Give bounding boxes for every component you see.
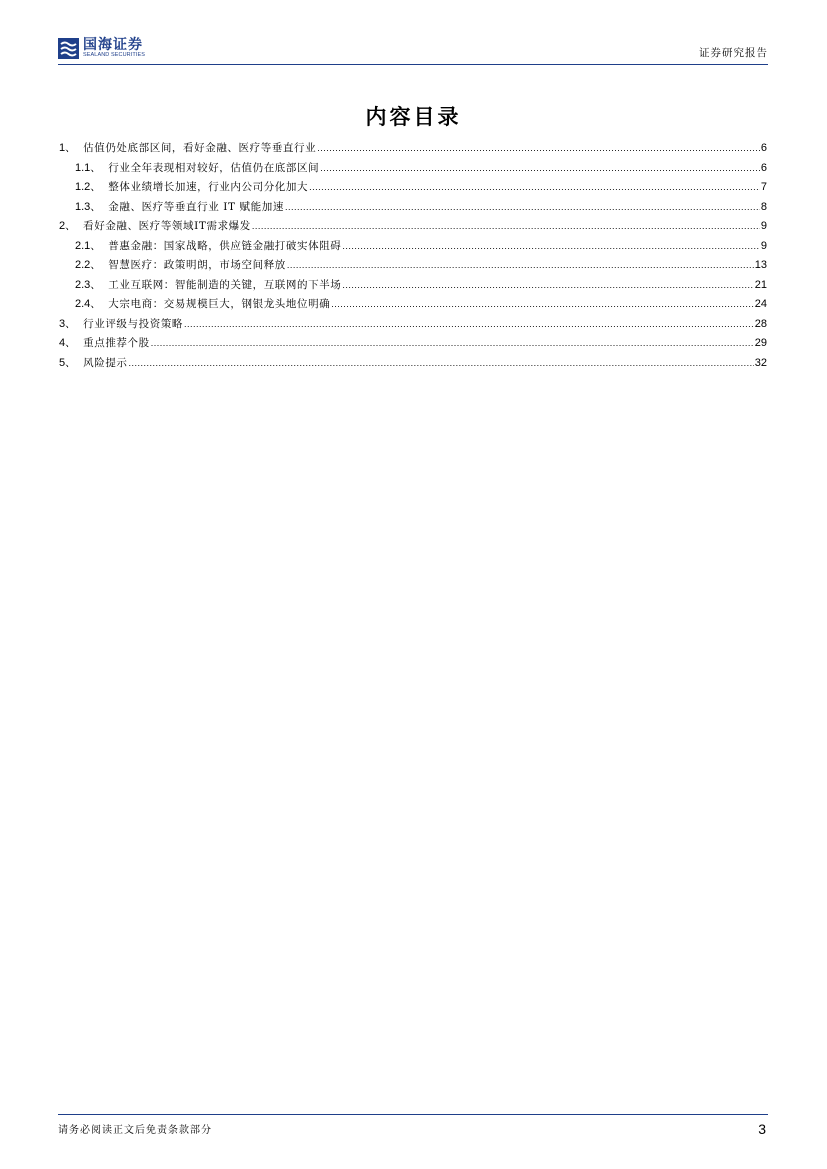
toc-entry[interactable] (59, 160, 767, 180)
toc-entry[interactable] (59, 355, 767, 375)
toc-entry-page: 32 (754, 356, 767, 369)
toc-entry[interactable] (59, 296, 767, 316)
toc-dot-leader (317, 143, 760, 153)
toc-dot-leader (342, 280, 753, 290)
toc-entry-separator: 、 (65, 317, 76, 330)
toc-entry-number: 1 (59, 142, 66, 154)
toc-dot-leader (320, 163, 760, 173)
toc-entry-separator: 、 (90, 161, 101, 174)
toc-entry-number: 2 (59, 220, 66, 232)
toc-entry-page: 6 (760, 161, 767, 174)
toc-entry-number: 2.3 (75, 278, 91, 291)
toc-entry[interactable] (59, 277, 767, 297)
company-name-cn: 国海证券 (83, 37, 143, 54)
toc-entry-page: 7 (760, 181, 767, 193)
toc-entry-page: 13 (754, 259, 767, 271)
toc-entry-separator: 、 (65, 220, 76, 232)
toc-entry-title: 风险提示 (83, 356, 128, 369)
toc-entry-separator: 、 (65, 356, 76, 369)
toc-entry-separator: 、 (90, 239, 101, 252)
toc-entry-title: 工业互联网：智能制造的关键，互联网的下半场 (108, 278, 342, 291)
company-name-en: SEALAND SECURITIES (83, 52, 146, 59)
toc-dot-leader (129, 358, 754, 368)
toc-entry[interactable] (59, 335, 767, 355)
toc-title: 内容目录 (365, 105, 462, 129)
table-of-contents (59, 140, 767, 374)
toc-entry-number: 2.1 (75, 239, 91, 252)
toc-entry-title: 金融、医疗等垂直行业 IT 赋能加速 (108, 200, 284, 213)
toc-entry-page: 6 (760, 142, 767, 154)
toc-entry[interactable] (59, 316, 767, 336)
toc-entry-separator: 、 (90, 200, 101, 213)
toc-dot-leader (151, 338, 754, 348)
toc-entry[interactable] (59, 218, 767, 238)
toc-dot-leader (285, 202, 760, 212)
toc-entry-number: 2.2 (75, 259, 91, 271)
toc-entry-separator: 、 (65, 142, 76, 154)
toc-dot-leader (287, 260, 754, 270)
toc-entry-title: 智慧医疗：政策明朗，市场空间释放 (108, 259, 286, 271)
toc-entry[interactable] (59, 238, 767, 258)
toc-entry-separator: 、 (90, 259, 101, 271)
toc-entry-title: 看好金融、医疗等领域IT需求爆发 (83, 220, 251, 232)
toc-entry-title: 重点推荐个股 (83, 337, 150, 349)
disclaimer-text: 请务必阅读正文后免责条款部分 (58, 1125, 212, 1136)
toc-entry-title: 估值仍处底部区间，看好金融、医疗等垂直行业 (83, 142, 317, 154)
toc-entry-title: 整体业绩增长加速，行业内公司分化加大 (108, 181, 309, 193)
toc-entry-number: 1.1 (75, 161, 91, 174)
toc-entry-separator: 、 (90, 181, 101, 193)
toc-entry-title: 普惠金融：国家战略，供应链金融打破实体阻碍 (108, 239, 342, 252)
toc-entry-separator: 、 (65, 337, 76, 349)
toc-entry-page: 9 (760, 239, 767, 252)
toc-entry-number: 2.4 (75, 298, 91, 310)
page-number: 3 (758, 1121, 766, 1137)
toc-entry[interactable] (59, 257, 767, 277)
toc-entry-number: 5 (59, 356, 66, 369)
toc-entry-page: 24 (754, 298, 767, 310)
page-header (58, 34, 768, 65)
toc-entry[interactable] (59, 140, 767, 160)
toc-entry[interactable] (59, 179, 767, 199)
toc-entry-page: 8 (760, 200, 767, 213)
toc-dot-leader (331, 299, 753, 309)
toc-entry-page: 21 (754, 278, 767, 291)
toc-entry-page: 28 (754, 317, 767, 330)
sealand-logo-icon (58, 38, 79, 59)
toc-entry-number: 1.2 (75, 181, 91, 193)
page-footer (58, 1114, 768, 1145)
report-type-label: 证券研究报告 (699, 47, 768, 59)
toc-dot-leader (309, 182, 760, 192)
toc-dot-leader (184, 319, 754, 329)
toc-entry-title: 大宗电商：交易规模巨大，钢银龙头地位明确 (108, 298, 331, 310)
toc-entry-page: 9 (760, 220, 767, 232)
toc-dot-leader (342, 241, 759, 251)
toc-entry-separator: 、 (90, 298, 101, 310)
toc-entry-separator: 、 (90, 278, 101, 291)
toc-entry-title: 行业评级与投资策略 (83, 317, 184, 330)
company-logo (58, 38, 145, 59)
toc-entry-number: 4 (59, 337, 66, 349)
toc-entry[interactable] (59, 199, 767, 219)
toc-entry-number: 1.3 (75, 200, 91, 213)
toc-entry-page: 29 (754, 337, 767, 349)
toc-entry-title: 行业全年表现相对较好，估值仍在底部区间 (108, 161, 320, 174)
toc-entry-number: 3 (59, 317, 66, 330)
toc-dot-leader (252, 221, 760, 231)
